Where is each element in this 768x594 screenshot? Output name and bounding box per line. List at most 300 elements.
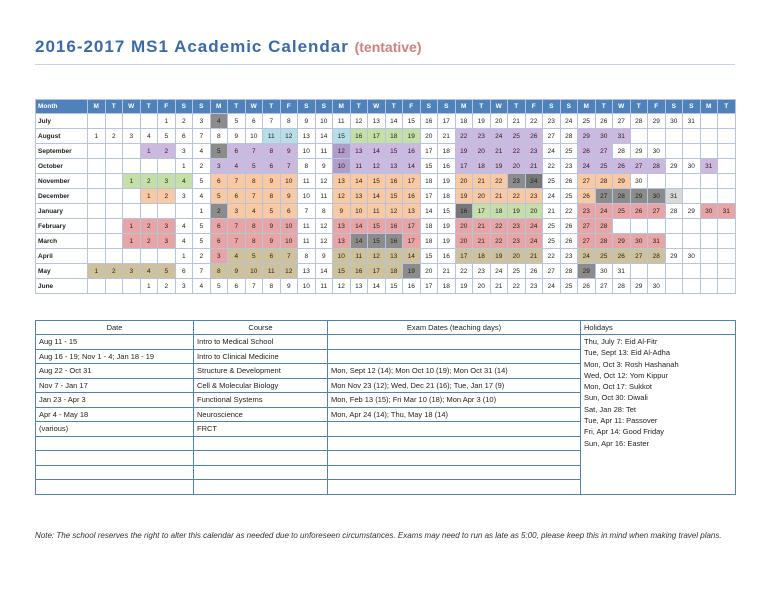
day-cell: 29: [683, 204, 701, 219]
calendar-header-row: [36, 100, 736, 114]
course-name: [194, 465, 328, 480]
day-cell: 8: [298, 159, 316, 174]
day-cell: 10: [333, 159, 351, 174]
day-cell: [648, 264, 666, 279]
day-cell: 28: [613, 189, 631, 204]
day-cell: 22: [490, 174, 508, 189]
day-cell: [158, 204, 176, 219]
day-cell: 5: [245, 249, 263, 264]
day-cell: 4: [140, 129, 158, 144]
day-cell: [630, 264, 648, 279]
day-cell: 17: [368, 129, 386, 144]
day-cell: 25: [508, 264, 526, 279]
day-cell: 25: [543, 174, 561, 189]
month-label: October: [36, 159, 88, 174]
day-cell: 20: [455, 234, 473, 249]
day-cell: 15: [333, 129, 351, 144]
day-cell: 27: [613, 114, 631, 129]
day-cell: 14: [315, 129, 333, 144]
day-cell: 15: [438, 204, 456, 219]
day-cell: 12: [333, 279, 351, 294]
day-cell: [105, 159, 123, 174]
page-title: [35, 37, 422, 57]
day-cell: 26: [613, 159, 631, 174]
day-cell: 1: [175, 159, 193, 174]
day-cell: 11: [350, 249, 368, 264]
month-label: March: [36, 234, 88, 249]
day-cell: 9: [263, 219, 281, 234]
day-cell: [683, 219, 701, 234]
day-cell: 18: [438, 189, 456, 204]
day-cell: 14: [403, 159, 421, 174]
day-cell: 29: [630, 189, 648, 204]
day-cell: 11: [315, 279, 333, 294]
day-cell: 1: [140, 279, 158, 294]
day-cell: 18: [438, 279, 456, 294]
day-cell: [718, 114, 736, 129]
day-cell: 28: [560, 129, 578, 144]
weekday-header: S: [420, 100, 438, 114]
day-cell: 16: [438, 249, 456, 264]
day-cell: [88, 174, 106, 189]
day-cell: 25: [560, 279, 578, 294]
day-cell: 23: [560, 159, 578, 174]
weekday-header: T: [385, 100, 403, 114]
weekday-header: M: [88, 100, 106, 114]
course-exams: Mon, Apr 24 (14); Thu, May 18 (14): [328, 407, 581, 422]
day-cell: [158, 249, 176, 264]
day-cell: 8: [263, 189, 281, 204]
course-date: Nov 7 - Jan 17: [36, 378, 194, 393]
day-cell: [648, 174, 666, 189]
day-cell: 14: [350, 234, 368, 249]
day-cell: 14: [368, 189, 386, 204]
day-cell: 29: [578, 264, 596, 279]
day-cell: 21: [473, 234, 491, 249]
day-cell: 24: [595, 204, 613, 219]
day-cell: 15: [368, 219, 386, 234]
course-name: Neuroscience: [194, 407, 328, 422]
day-cell: 20: [420, 129, 438, 144]
day-cell: [105, 144, 123, 159]
weekday-header: S: [438, 100, 456, 114]
weekday-header: T: [263, 100, 281, 114]
day-cell: 4: [245, 204, 263, 219]
day-cell: 23: [525, 189, 543, 204]
holiday-item: Tue, Sept 13: Eid Al-Adha: [584, 348, 671, 358]
day-cell: 5: [158, 129, 176, 144]
day-cell: [105, 219, 123, 234]
day-cell: 2: [140, 174, 158, 189]
day-cell: 24: [525, 174, 543, 189]
day-cell: 7: [228, 234, 246, 249]
day-cell: [718, 279, 736, 294]
day-cell: 14: [315, 264, 333, 279]
day-cell: 5: [210, 189, 228, 204]
day-cell: 5: [193, 219, 211, 234]
day-cell: 10: [298, 279, 316, 294]
day-cell: 15: [403, 114, 421, 129]
day-cell: 22: [543, 159, 561, 174]
day-cell: 6: [280, 204, 298, 219]
day-cell: 13: [298, 264, 316, 279]
day-cell: 16: [350, 264, 368, 279]
day-cell: 17: [473, 204, 491, 219]
day-cell: 17: [420, 144, 438, 159]
day-cell: [683, 234, 701, 249]
day-cell: 24: [490, 264, 508, 279]
day-cell: 8: [245, 174, 263, 189]
day-cell: 5: [245, 159, 263, 174]
course-name: Cell & Molecular Biology: [194, 378, 328, 393]
day-cell: 15: [420, 159, 438, 174]
day-cell: [718, 234, 736, 249]
day-cell: 30: [648, 144, 666, 159]
day-cell: [105, 279, 123, 294]
day-cell: 29: [630, 279, 648, 294]
day-cell: 20: [508, 249, 526, 264]
day-cell: 13: [333, 219, 351, 234]
day-cell: 24: [543, 144, 561, 159]
day-cell: 14: [350, 219, 368, 234]
weekday-header: T: [718, 100, 736, 114]
day-cell: 30: [595, 129, 613, 144]
day-cell: [158, 159, 176, 174]
day-cell: [665, 219, 683, 234]
day-cell: [123, 114, 141, 129]
day-cell: 26: [525, 129, 543, 144]
day-cell: 2: [105, 264, 123, 279]
day-cell: 16: [385, 234, 403, 249]
day-cell: 27: [543, 264, 561, 279]
day-cell: 5: [158, 264, 176, 279]
day-cell: 15: [385, 144, 403, 159]
course-exams: [328, 451, 581, 466]
day-cell: 21: [525, 159, 543, 174]
day-cell: 25: [595, 159, 613, 174]
day-cell: 10: [315, 114, 333, 129]
day-cell: 11: [350, 159, 368, 174]
day-cell: 4: [175, 174, 193, 189]
day-cell: 6: [228, 189, 246, 204]
day-cell: 25: [595, 249, 613, 264]
weekday-header: M: [333, 100, 351, 114]
day-cell: 25: [613, 204, 631, 219]
day-cell: 2: [158, 144, 176, 159]
day-cell: [105, 204, 123, 219]
day-cell: 4: [193, 189, 211, 204]
month-label: August: [36, 129, 88, 144]
day-cell: 24: [490, 129, 508, 144]
day-cell: 12: [350, 114, 368, 129]
day-cell: 22: [508, 144, 526, 159]
day-cell: 9: [280, 279, 298, 294]
day-cell: 10: [333, 249, 351, 264]
day-cell: 4: [175, 219, 193, 234]
weekday-header: T: [350, 100, 368, 114]
day-cell: [700, 174, 718, 189]
day-cell: 3: [175, 279, 193, 294]
day-cell: 23: [508, 174, 526, 189]
day-cell: [88, 219, 106, 234]
day-cell: 19: [403, 264, 421, 279]
day-cell: 15: [385, 279, 403, 294]
holiday-item: Sat, Jan 28: Tet: [584, 404, 636, 414]
day-cell: 18: [420, 219, 438, 234]
course-exams: [328, 480, 581, 495]
weekday-header: M: [210, 100, 228, 114]
day-cell: [630, 219, 648, 234]
day-cell: [665, 144, 683, 159]
day-cell: 18: [385, 129, 403, 144]
day-cell: 7: [193, 264, 211, 279]
holiday-item: Tue, Apr 11: Passover: [584, 416, 658, 426]
course-exams: Mon, Sept 12 (14); Mon Oct 10 (19); Mon Oct 31 (14): [328, 364, 581, 379]
day-cell: 4: [228, 159, 246, 174]
day-cell: 6: [175, 129, 193, 144]
day-cell: 9: [280, 189, 298, 204]
day-cell: 6: [263, 159, 281, 174]
day-cell: 26: [613, 249, 631, 264]
day-cell: 19: [455, 189, 473, 204]
holiday-item: Sun, Apr 16: Easter: [584, 438, 650, 448]
month-row: [36, 144, 736, 159]
day-cell: 1: [123, 219, 141, 234]
weekday-header: S: [193, 100, 211, 114]
month-row: [36, 219, 736, 234]
day-cell: [88, 144, 106, 159]
day-cell: 6: [263, 249, 281, 264]
day-cell: 6: [210, 174, 228, 189]
course-table: [35, 320, 736, 495]
day-cell: 9: [228, 129, 246, 144]
month-label: July: [36, 114, 88, 129]
day-cell: 1: [175, 249, 193, 264]
day-cell: [718, 249, 736, 264]
month-label: February: [36, 219, 88, 234]
day-cell: 20: [420, 264, 438, 279]
day-cell: 27: [595, 144, 613, 159]
day-cell: 25: [560, 144, 578, 159]
day-cell: [718, 144, 736, 159]
course-date: [36, 480, 194, 495]
col-exams: Exam Dates (teaching days): [328, 321, 581, 335]
day-cell: [88, 279, 106, 294]
day-cell: 22: [455, 129, 473, 144]
day-cell: 10: [298, 144, 316, 159]
day-cell: 18: [455, 114, 473, 129]
day-cell: [88, 204, 106, 219]
day-cell: 1: [123, 234, 141, 249]
day-cell: 11: [263, 129, 281, 144]
day-cell: 23: [473, 264, 491, 279]
course-date: Aug 22 - Oct 31: [36, 364, 194, 379]
day-cell: 28: [648, 249, 666, 264]
day-cell: [700, 264, 718, 279]
day-cell: 3: [210, 159, 228, 174]
day-cell: 4: [210, 114, 228, 129]
day-cell: 28: [560, 264, 578, 279]
day-cell: 13: [350, 144, 368, 159]
day-cell: 18: [420, 234, 438, 249]
day-cell: 24: [543, 279, 561, 294]
day-cell: 28: [613, 279, 631, 294]
day-cell: [140, 204, 158, 219]
holiday-item: Mon, Oct 17: Sukkot: [584, 382, 652, 392]
day-cell: 23: [525, 279, 543, 294]
day-cell: 11: [298, 174, 316, 189]
course-exams: [328, 335, 581, 350]
day-cell: 15: [420, 249, 438, 264]
day-cell: 7: [193, 129, 211, 144]
day-cell: 28: [595, 219, 613, 234]
day-cell: 1: [158, 114, 176, 129]
course-row: [36, 335, 736, 350]
day-cell: 28: [648, 159, 666, 174]
day-cell: 26: [578, 279, 596, 294]
day-cell: 6: [210, 234, 228, 249]
day-cell: 8: [245, 234, 263, 249]
day-cell: [105, 249, 123, 264]
day-cell: 14: [368, 279, 386, 294]
day-cell: [630, 129, 648, 144]
day-cell: 22: [490, 219, 508, 234]
title-text: 2016-2017 MS1 Academic Calendar: [35, 37, 349, 56]
day-cell: 22: [525, 114, 543, 129]
day-cell: 10: [245, 264, 263, 279]
day-cell: 30: [648, 279, 666, 294]
day-cell: 7: [228, 219, 246, 234]
day-cell: 17: [403, 234, 421, 249]
course-exams: [328, 349, 581, 364]
day-cell: [683, 264, 701, 279]
day-cell: 28: [665, 204, 683, 219]
day-cell: [105, 189, 123, 204]
day-cell: [140, 114, 158, 129]
holidays-list: [581, 335, 736, 495]
day-cell: 23: [543, 114, 561, 129]
course-name: FRCT: [194, 422, 328, 437]
day-cell: 28: [613, 144, 631, 159]
day-cell: 17: [438, 114, 456, 129]
day-cell: 10: [280, 219, 298, 234]
holiday-item: Fri, Apr 14: Good Friday: [584, 427, 665, 437]
weekday-header: F: [525, 100, 543, 114]
day-cell: 20: [508, 159, 526, 174]
calendar-grid: [35, 99, 736, 294]
day-cell: 10: [245, 129, 263, 144]
day-cell: 20: [455, 219, 473, 234]
day-cell: 3: [175, 189, 193, 204]
day-cell: 3: [228, 204, 246, 219]
month-row: [36, 159, 736, 174]
day-cell: [123, 249, 141, 264]
day-cell: [700, 189, 718, 204]
day-cell: 9: [333, 204, 351, 219]
day-cell: 19: [403, 129, 421, 144]
day-cell: 2: [193, 159, 211, 174]
weekday-header: T: [105, 100, 123, 114]
weekday-header: W: [368, 100, 386, 114]
day-cell: 11: [315, 144, 333, 159]
day-cell: 7: [263, 114, 281, 129]
day-cell: 3: [193, 114, 211, 129]
day-cell: 21: [543, 204, 561, 219]
month-label: December: [36, 189, 88, 204]
month-row: [36, 249, 736, 264]
day-cell: [665, 174, 683, 189]
day-cell: 17: [403, 219, 421, 234]
day-cell: 5: [210, 279, 228, 294]
day-cell: 5: [193, 174, 211, 189]
day-cell: 3: [175, 144, 193, 159]
course-exams: [328, 465, 581, 480]
day-cell: 16: [403, 189, 421, 204]
day-cell: 12: [333, 144, 351, 159]
day-cell: 19: [438, 219, 456, 234]
day-cell: 25: [508, 129, 526, 144]
day-cell: 13: [368, 114, 386, 129]
day-cell: 31: [613, 129, 631, 144]
day-cell: 22: [508, 189, 526, 204]
day-cell: 9: [298, 114, 316, 129]
course-date: [36, 465, 194, 480]
day-cell: 12: [315, 234, 333, 249]
day-cell: [88, 159, 106, 174]
day-cell: 30: [665, 114, 683, 129]
day-cell: 26: [560, 174, 578, 189]
day-cell: 21: [438, 129, 456, 144]
day-cell: [718, 174, 736, 189]
day-cell: 11: [368, 204, 386, 219]
day-cell: 22: [508, 279, 526, 294]
course-date: Aug 16 - 19; Nov 1 - 4; Jan 18 - 19: [36, 349, 194, 364]
day-cell: 23: [578, 204, 596, 219]
weekday-header: T: [595, 100, 613, 114]
day-cell: 14: [403, 249, 421, 264]
day-cell: [683, 189, 701, 204]
day-cell: 26: [578, 189, 596, 204]
day-cell: 10: [280, 234, 298, 249]
day-cell: 7: [228, 174, 246, 189]
day-cell: 22: [490, 234, 508, 249]
day-cell: 26: [560, 234, 578, 249]
day-cell: 20: [455, 174, 473, 189]
day-cell: 3: [210, 249, 228, 264]
day-cell: 22: [455, 264, 473, 279]
day-cell: 12: [315, 174, 333, 189]
day-cell: [88, 249, 106, 264]
day-cell: 26: [578, 144, 596, 159]
day-cell: 17: [368, 264, 386, 279]
day-cell: 7: [298, 204, 316, 219]
day-cell: 18: [473, 249, 491, 264]
day-cell: 3: [158, 234, 176, 249]
day-cell: 18: [473, 159, 491, 174]
day-cell: 13: [350, 189, 368, 204]
day-cell: [683, 129, 701, 144]
day-cell: 5: [263, 204, 281, 219]
day-cell: 19: [438, 174, 456, 189]
day-cell: 19: [455, 144, 473, 159]
day-cell: 20: [473, 144, 491, 159]
day-cell: 11: [315, 189, 333, 204]
day-cell: 15: [385, 189, 403, 204]
month-row: [36, 279, 736, 294]
day-cell: 19: [438, 234, 456, 249]
day-cell: 7: [245, 279, 263, 294]
day-cell: 7: [280, 249, 298, 264]
